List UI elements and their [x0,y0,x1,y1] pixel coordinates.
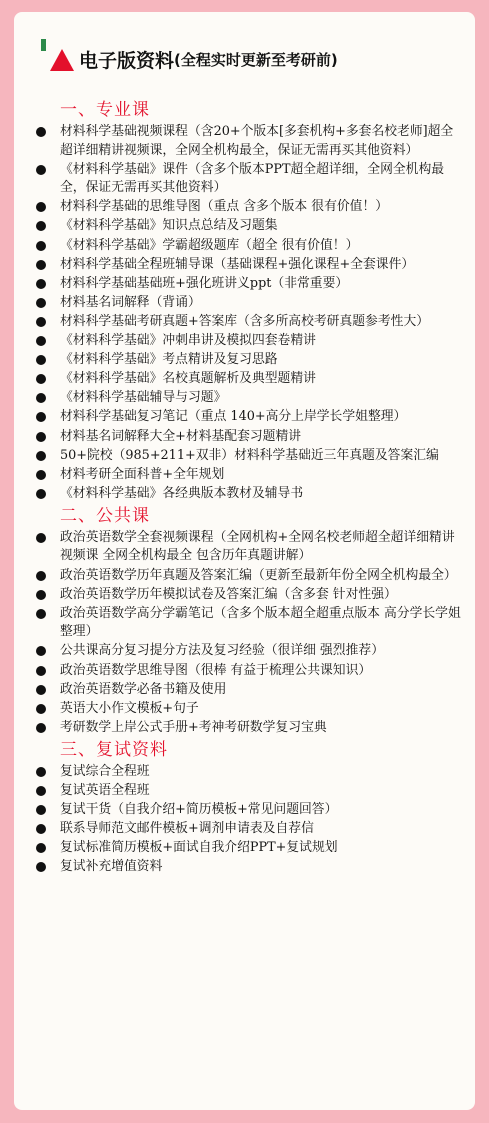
list-item [32,275,464,294]
list-item-text: 材料科学基础的思维导图（重点 含多个版本 很有价值！） [60,199,389,215]
list-item-text: 政治英语数学历年真题及答案汇编（更新至最新年份全网全机构最全） [60,567,457,583]
list-item-text: 材料考研全面科普+全年规划 [60,466,225,482]
bullet-icon [36,533,46,543]
bullet-icon [36,609,46,619]
list-item-text: 《材料科学基础》冲刺串讲及模拟四套卷精讲 [60,333,316,349]
list-item-text: 材料基名词解释（背诵） [60,294,201,310]
list-item [32,370,464,389]
list-item [32,763,464,782]
section-list-major-course [32,123,464,503]
list-item [32,408,464,427]
list-item-text: 联系导师范文邮件模板+调剂申请表及自荐信 [60,821,314,837]
bullet-icon [36,685,46,695]
list-item-text: 《材料科学基础》考点精讲及复习思路 [60,352,278,368]
list-item-text: 《材料科学基础》各经典版本教材及辅导书 [60,485,304,501]
title-main: 电子版资料 [79,50,175,72]
list-item-text: 材料科学基础复习笔记（重点 140+高分上岸学长学姐整理） [60,409,407,425]
list-item [32,217,464,236]
list-item-text: 《材料科学基础》名校真题解析及典型题精讲 [60,371,316,387]
list-item-text: 英语大小作文模板+句子 [60,700,199,716]
list-item-text: 考研数学上岸公式手册+考神考研数学复习宝典 [60,719,327,735]
title-subtitle: (全程实时更新至考研前) [174,51,338,69]
list-item [32,801,464,820]
list-item-text: 《材料科学基础》知识点总结及习题集 [60,218,278,234]
bullet-icon [36,279,46,289]
list-item [32,782,464,801]
list-item-text: 《材料科学基础》学霸超级题库（超全 很有价值！） [60,237,359,253]
list-item [32,662,464,681]
bullet-icon [36,374,46,384]
list-item [32,294,464,313]
list-item-text: 《材料科学基础》课件（含多个版本PPT超全超详细，全网全机构最全，保证无需再买其他资料） [60,161,445,196]
bullet-icon [36,432,46,442]
list-item-text: 复试综合全程班 [60,763,150,779]
page-title [50,46,338,73]
list-item-text: 政治英语数学思维导图（很棒 有益于梳理公共课知识） [60,662,372,678]
list-item [32,839,464,858]
bullet-icon [36,824,46,834]
sections-container [32,98,464,877]
list-item [32,237,464,256]
list-item-text: 政治英语数学高分学霸笔记（含多个版本超全超重点版本 高分学长学姐整理） [60,605,461,640]
bullet-icon [36,489,46,499]
bullet-icon [36,412,46,422]
bullet-icon [36,451,46,461]
list-item-text: 材料科学基础考研真题+答案库（含多所高校考研真题参考性大） [60,313,430,329]
list-item-text: 《材料科学基础辅导与习题》 [60,390,227,406]
list-item-text: 材料科学基础基础班+强化班讲义ppt（非常重要） [60,275,349,291]
list-item [32,313,464,332]
red-triangle-icon [50,49,74,71]
list-item-text: 材料科学基础全程班辅导课（基础课程+强化课程+全套课件） [60,256,415,272]
list-item [32,485,464,504]
list-item-text: 材料基名词解释大全+材料基配套习题精讲 [60,428,302,444]
bullet-icon [36,241,46,251]
section-heading-retest-materials: 三、复试资料 [60,739,168,760]
list-item [32,858,464,877]
list-item [32,586,464,605]
bullet-icon [36,723,46,733]
list-item-text: 政治英语数学全套视频课程（全网机构+全网名校老师超全超详细精讲视频课 全网全机构最全 包含历年真题讲解） [60,529,455,564]
bullet-icon [36,590,46,600]
list-item [32,681,464,700]
list-item [32,123,464,160]
bullet-icon [36,862,46,872]
bullet-icon [36,393,46,403]
list-item-text: 复试补充增值资料 [60,859,163,875]
section-list-retest-materials [32,763,464,877]
bullet-icon [36,843,46,853]
list-item [32,351,464,370]
list-item-text: 政治英语数学必备书籍及使用 [60,681,227,697]
bullet-icon [36,786,46,796]
bullet-icon [36,666,46,676]
bullet-icon [36,260,46,270]
section-heading-major-course: 一、专业课 [60,100,150,120]
bullet-icon [36,298,46,308]
bullet-icon [36,317,46,327]
list-item [32,820,464,839]
list-item [32,389,464,408]
list-item [32,447,464,466]
bullet-icon [36,704,46,714]
list-item [32,428,464,447]
section-list-public-course [32,529,464,738]
list-item-text: 复试标准简历模板+面试自我介绍PPT+复试规划 [60,840,338,856]
bullet-icon [36,336,46,346]
list-item [32,605,464,642]
bullet-icon [36,805,46,815]
list-item [32,256,464,275]
list-item [32,642,464,661]
content-card [14,12,475,1110]
list-item-text: 50+院校（985+211+双非）材料科学基础近三年真题及答案汇编 [60,447,439,463]
green-mark [41,39,46,51]
bullet-icon [36,470,46,480]
list-item [32,466,464,485]
list-item-text: 公共课高分复习提分方法及复习经验（很详细 强烈推荐） [60,643,384,659]
list-item-text: 复试英语全程班 [60,783,150,798]
list-item [32,332,464,351]
bullet-icon [36,571,46,581]
section-heading-public-course: 二、公共课 [60,505,150,526]
list-item-text: 复试干货（自我介绍+简历模板+常见问题回答） [60,802,338,818]
bullet-icon [36,165,46,175]
bullet-icon [36,202,46,212]
bullet-icon [36,221,46,231]
list-item-text: 政治英语数学历年模拟试卷及答案汇编（含多套 针对性强） [60,586,397,602]
list-item [32,529,464,566]
list-item [32,198,464,217]
list-item [32,161,464,198]
bullet-icon [36,355,46,365]
list-item [32,567,464,586]
bullet-icon [36,127,46,137]
list-item-text: 材料科学基础视频课程（含20+个版本[多套机构+多套名校老师]超全超详细精讲视频课，全网全机构最全，保证无需再买其他资料） [60,124,454,158]
list-item [32,700,464,719]
bullet-icon [36,767,46,777]
list-item [32,719,464,738]
bullet-icon [36,646,46,656]
